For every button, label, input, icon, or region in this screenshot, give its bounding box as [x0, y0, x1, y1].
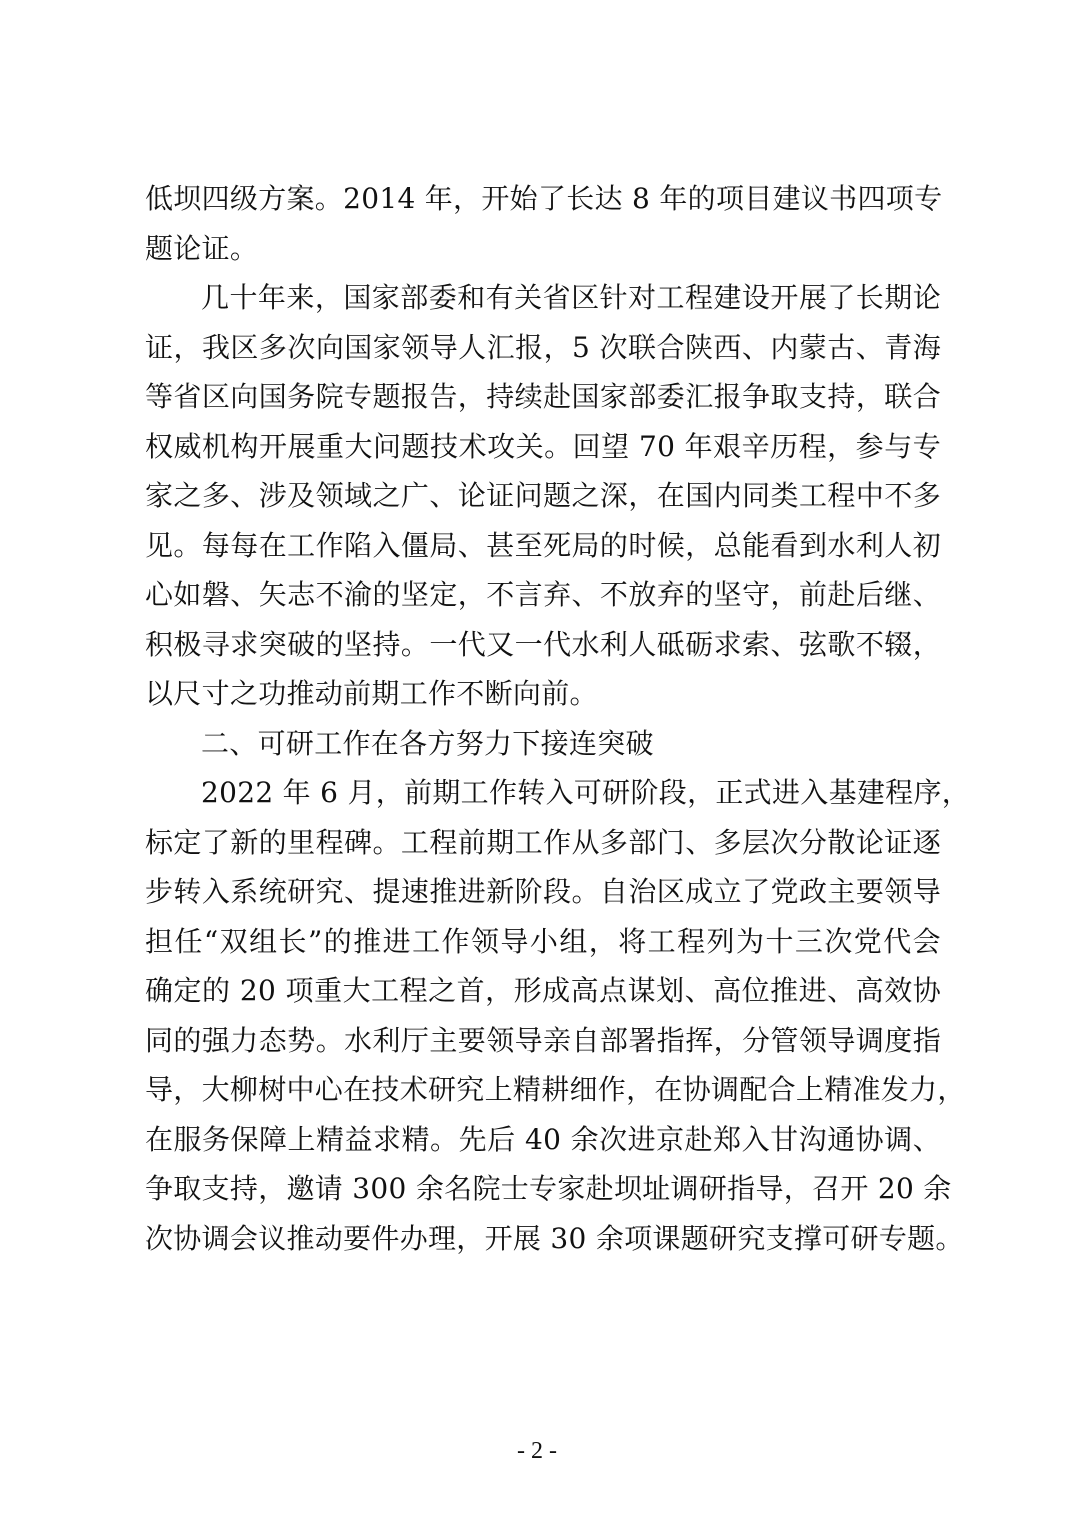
page-number: - 2 - [517, 1438, 557, 1464]
paragraph-line: 几十年来，国家部委和有关省区针对工程建设开展了长期论 [201, 281, 941, 314]
paragraph-line: 次协调会议推动要件办理，开展 30 余项课题研究支撑可研专题。 [145, 1221, 964, 1255]
paragraph-line: 积极寻求突破的坚持。一代又一代水利人砥砺求索、弦歌不辍， [145, 627, 941, 661]
paragraph-line: 同的强力态势。水利厅主要领导亲自部署指挥，分管领导调度指 [145, 1023, 941, 1057]
paragraph-line: 步转入系统研究、提速推进新阶段。自治区成立了党政主要领导 [145, 875, 941, 908]
paragraph-line: 以尺寸之功推动前期工作不断向前。 [145, 677, 598, 710]
paragraph-line: 在服务保障上精益求精。先后 40 余次进京赴郑入甘沟通协调、 [145, 1122, 941, 1156]
paragraph-line: 题论证。 [145, 231, 259, 265]
paragraph-line: 担任“双组长”的推进工作领导小组，将工程列为十三次党代会 [145, 924, 941, 958]
paragraph-line: 等省区向国务院专题报告，持续赴国家部委汇报争取支持，联合 [145, 380, 941, 413]
paragraph-line: 导，大柳树中心在技术研究上精耕细作，在协调配合上精准发力， [145, 1073, 966, 1106]
paragraph-line: 标定了新的里程碑。工程前期工作从多部门、多层次分散论证逐 [145, 825, 941, 859]
paragraph-line: 确定的 20 项重大工程之首，形成高点谋划、高位推进、高效协 [145, 974, 941, 1007]
paragraph-line: 低坝四级方案。2014 年，开始了长达 8 年的项目建议书四项专 [145, 182, 943, 215]
section-heading: 二、可研工作在各方努力下接连突破 [201, 726, 654, 760]
paragraph-line: 争取支持，邀请 300 余名院士专家赴坝址调研指导，召开 20 余 [145, 1172, 952, 1205]
body-text [145, 174, 971, 1263]
paragraph-line: 心如磐、矢志不渝的坚定，不言弃、不放弃的坚守，前赴后继、 [145, 578, 941, 611]
paragraph-line: 权威机构开展重大问题技术攻关。回望 70 年艰辛历程，参与专 [145, 429, 941, 463]
paragraph-line: 家之多、涉及领域之广、论证问题之深，在国内同类工程中不多 [145, 479, 941, 512]
paragraph-line: 2022 年 6 月，前期工作转入可研阶段，正式进入基建程序， [201, 776, 971, 809]
paragraph-line: 见。每每在工作陷入僵局、甚至死局的时候，总能看到水利人初 [145, 528, 941, 562]
paragraph-line: 证，我区多次向国家领导人汇报，5 次联合陕西、内蒙古、青海 [145, 330, 941, 364]
